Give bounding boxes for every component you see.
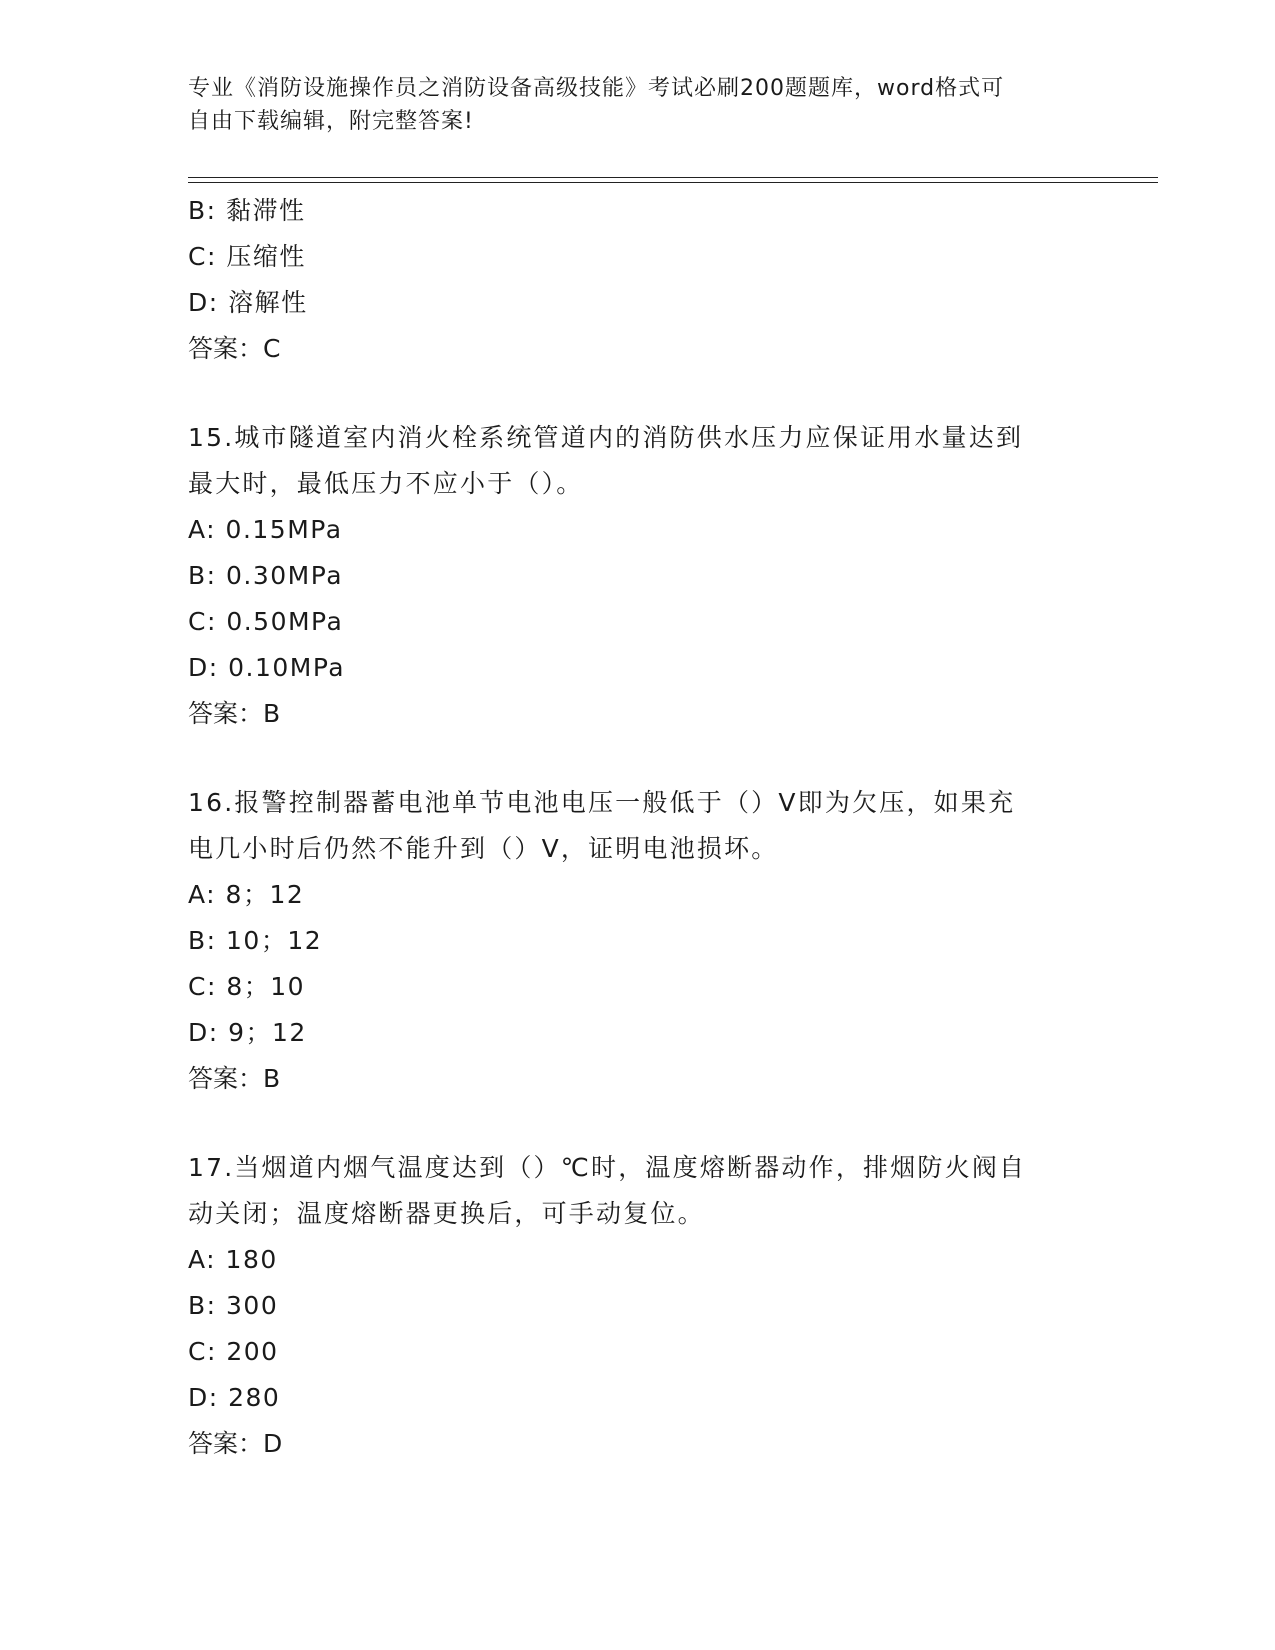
header-line-2: 自由下载编辑，附完整答案! — [188, 109, 474, 134]
option-b: B: 0.30MPa — [188, 561, 344, 590]
question-17 — [188, 1145, 1108, 1467]
question-stem-line-2: 最大时，最低压力不应小于（）。 — [188, 469, 584, 498]
option-d: D: 溶解性 — [188, 288, 308, 317]
question-15 — [188, 415, 1108, 737]
document-header — [188, 72, 1088, 138]
question-16 — [188, 780, 1108, 1102]
question-list — [188, 188, 1108, 1467]
option-a: A: 180 — [188, 1245, 278, 1274]
answer-line: 答案：C — [188, 334, 281, 363]
question-stem-line-1: 15.城市隧道室内消火栓系统管道内的消防供水压力应保证用水量达到 — [188, 423, 1024, 452]
option-a: A: 8；12 — [188, 880, 305, 909]
option-d: D: 0.10MPa — [188, 653, 346, 682]
option-a: A: 0.15MPa — [188, 515, 343, 544]
question-stem-line-1: 16.报警控制器蓄电池单节电池电压一般低于（）V即为欠压，如果充 — [188, 788, 1016, 817]
question-stem-line-1: 17.当烟道内烟气温度达到（）℃时，温度熔断器动作，排烟防火阀自 — [188, 1153, 1027, 1182]
header-rule-bottom — [188, 182, 1158, 183]
option-c: C: 0.50MPa — [188, 607, 344, 636]
option-b: B: 300 — [188, 1291, 279, 1320]
answer-line: 答案：D — [188, 1429, 283, 1458]
header-line-1: 专业《消防设施操作员之消防设备高级技能》考试必刷200题题库，word格式可 — [188, 76, 1005, 101]
option-c: C: 200 — [188, 1337, 279, 1366]
option-d: D: 280 — [188, 1383, 281, 1412]
option-d: D: 9；12 — [188, 1018, 307, 1047]
question-stem-line-2: 动关闭；温度熔断器更换后，可手动复位。 — [188, 1199, 705, 1228]
option-c: C: 8；10 — [188, 972, 306, 1001]
header-rule-top — [188, 177, 1158, 178]
answer-line: 答案：B — [188, 699, 281, 728]
option-b: B: 黏滞性 — [188, 196, 306, 225]
question-stem-line-2: 电几小时后仍然不能升到（）V，证明电池损坏。 — [188, 834, 779, 863]
answer-line: 答案：B — [188, 1064, 281, 1093]
partial-question-14 — [188, 188, 1108, 372]
option-b: B: 10；12 — [188, 926, 323, 955]
option-c: C: 压缩性 — [188, 242, 306, 271]
